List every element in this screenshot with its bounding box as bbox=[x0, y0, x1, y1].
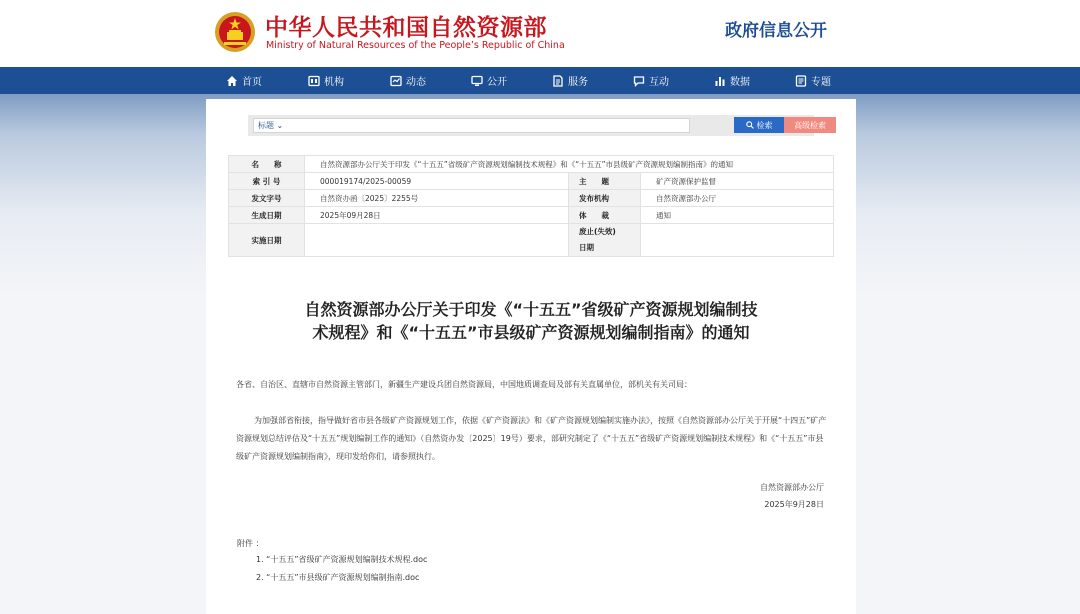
genre-label: 体 裁 bbox=[569, 207, 641, 224]
nav-item-data[interactable] bbox=[714, 67, 750, 94]
doc-number-label: 发文字号 bbox=[229, 190, 305, 207]
expiry-date-value bbox=[641, 224, 834, 257]
search-field-select[interactable] bbox=[253, 118, 690, 133]
nav-item-news[interactable] bbox=[390, 67, 426, 94]
attachment-link[interactable]: 1. “十五五”省级矿产资源规划编制技术规程.doc bbox=[256, 555, 428, 564]
name-label: 名 称 bbox=[229, 156, 305, 173]
national-emblem-icon bbox=[214, 10, 256, 54]
bar-chart-icon bbox=[714, 75, 726, 87]
expiry-date-label bbox=[569, 224, 641, 257]
nav-label: 数据 bbox=[730, 77, 750, 88]
nav-label: 服务 bbox=[568, 77, 588, 88]
search-bar bbox=[248, 115, 826, 136]
search-button-label: 检索 bbox=[756, 120, 773, 130]
index-value: 000019174/2025-00059 bbox=[305, 173, 569, 190]
issuer-label: 发布机构 bbox=[569, 190, 641, 207]
service-icon bbox=[552, 75, 564, 87]
nav-item-public[interactable] bbox=[471, 67, 507, 94]
search-icon bbox=[746, 121, 754, 129]
chat-icon bbox=[633, 75, 645, 87]
content-card bbox=[206, 99, 856, 614]
expiry-label-line1: 废止(失效) bbox=[579, 227, 616, 236]
article-salutation: 各省、自治区、直辖市自然资源主管部门，新疆生产建设兵团自然资源局，中国地质调查局及部有关直属单位，部机关有关司局： bbox=[236, 380, 692, 389]
document-info-table bbox=[228, 155, 834, 257]
topic-value: 矿产资源保护监督 bbox=[641, 173, 834, 190]
expiry-label-line2: 日期 bbox=[579, 243, 594, 252]
doc-number-value: 自然资办函〔2025〕2255号 bbox=[305, 190, 569, 207]
name-value: 自然资源部办公厅关于印发《“十五五”省级矿产资源规划编制技术规程》和《“十五五”市县级矿产资源规划编制指南》的通知 bbox=[305, 156, 834, 173]
topic-label: 主 题 bbox=[569, 173, 641, 190]
nav-item-organization[interactable] bbox=[308, 67, 344, 94]
chevron-down-icon: ⌄ bbox=[276, 121, 284, 130]
topic-icon bbox=[795, 75, 807, 87]
nav-item-home[interactable] bbox=[226, 67, 262, 94]
nav-item-interaction[interactable] bbox=[633, 67, 669, 94]
signature-date: 2025年9月28日 bbox=[764, 500, 824, 509]
nav-label: 首页 bbox=[242, 77, 262, 88]
ministry-name-cn: 中华人民共和国自然资源部 bbox=[265, 15, 547, 41]
portal-title: 政府信息公开 bbox=[725, 21, 827, 41]
effective-date-label: 实施日期 bbox=[229, 224, 305, 257]
nav-label: 公开 bbox=[487, 77, 507, 88]
nav-label: 专题 bbox=[811, 77, 831, 88]
main-nav bbox=[0, 67, 1080, 94]
search-select-value: 标题 bbox=[258, 121, 274, 130]
date-label: 生成日期 bbox=[229, 207, 305, 224]
news-icon bbox=[390, 75, 402, 87]
date-value: 2025年09月28日 bbox=[305, 207, 569, 224]
article-paragraph: 为加强部省衔接，指导做好省市县各级矿产资源规划工作，依据《矿产资源法》和《矿产资源规划编制实施办法》，按照《自然资源部办公厅关于开展“十四五”矿产资源规划总结评估及“十五五”规划编制工作的通知》（自然资办发〔2025〕19号）要求，部研究制定了《“十五五”省级矿产资源规划编制技术规程》和《“十五五”市县级矿产资源规划编制指南》，现印发给你们，请参照执行。 bbox=[236, 416, 827, 461]
nav-label: 互动 bbox=[649, 77, 669, 88]
search-button[interactable] bbox=[734, 117, 784, 133]
monitor-icon bbox=[471, 75, 483, 87]
issuer-value: 自然资源部办公厅 bbox=[641, 190, 834, 207]
advanced-search-button[interactable]: 高级检索 bbox=[784, 117, 836, 133]
ministry-name-en: Ministry of Natural Resources of the People’s Republic of China bbox=[266, 40, 565, 51]
org-icon bbox=[308, 75, 320, 87]
attachment-link[interactable]: 2. “十五五”市县级矿产资源规划编制指南.doc bbox=[256, 573, 420, 582]
attachments-label: 附件 ： bbox=[237, 539, 264, 548]
signature-org: 自然资源部办公厅 bbox=[760, 483, 824, 492]
nav-label: 机构 bbox=[324, 77, 344, 88]
genre-value: 通知 bbox=[641, 207, 834, 224]
index-label: 索 引 号 bbox=[229, 173, 305, 190]
effective-date-value bbox=[305, 224, 569, 257]
nav-item-service[interactable] bbox=[552, 67, 588, 94]
nav-item-topics[interactable] bbox=[795, 67, 831, 94]
article-title: 自然资源部办公厅关于印发《“十五五”省级矿产资源规划编制技术规程》和《“十五五”市县级矿产资源规划编制指南》的通知 bbox=[304, 300, 758, 342]
site-header bbox=[0, 0, 1080, 67]
nav-label: 动态 bbox=[406, 77, 426, 88]
home-icon bbox=[226, 75, 238, 87]
